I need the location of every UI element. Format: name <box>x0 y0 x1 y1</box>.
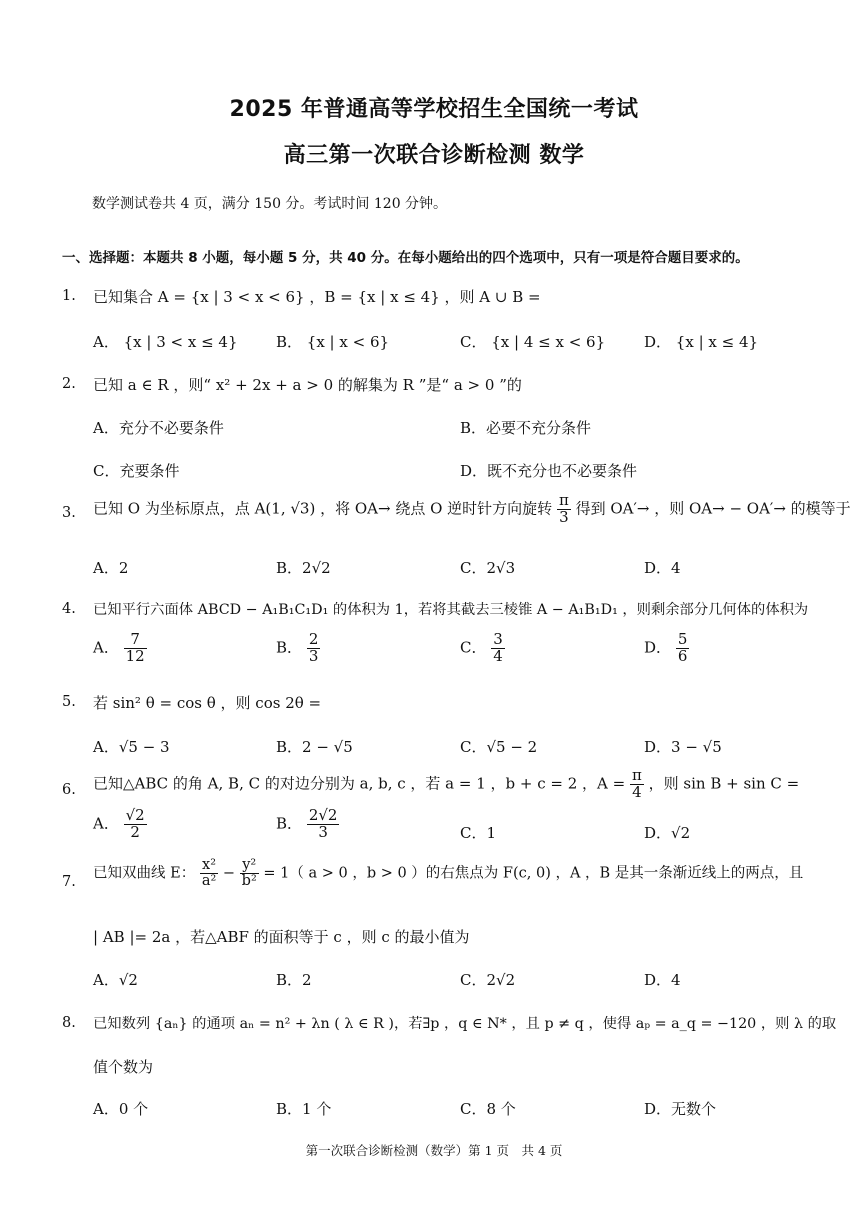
question-stem-continued: 值个数为 <box>93 1058 154 1076</box>
numerator: π <box>632 766 642 784</box>
question-stem <box>93 858 803 889</box>
fraction <box>240 858 259 889</box>
denominator: 3 <box>318 822 328 841</box>
stem-part-a: 已知双曲线 E： <box>93 865 196 882</box>
option-d <box>644 632 689 665</box>
numerator: 7 <box>124 632 147 649</box>
option-c: C．1 <box>460 824 497 842</box>
numerator: x² <box>200 858 218 874</box>
fraction <box>630 768 644 801</box>
question-number: 2. <box>62 376 76 392</box>
option-a <box>93 808 147 841</box>
option-d: D．√2 <box>644 824 691 842</box>
denominator: 3 <box>308 646 319 665</box>
option-d: D．4 <box>644 971 681 989</box>
stem-part-a: 已知△ABC 的角 A, B, C 的对边分别为 a, b, c ，若 a = 1 ，b + c = 2 ，A = <box>93 774 626 793</box>
option-a: A．√5 − 3 <box>93 738 170 756</box>
numerator: 2 <box>308 630 319 648</box>
question-stem: 已知平行六面体 ABCD − A₁B₁C₁D₁ 的体积为 1，若将其截去三棱锥 A − A₁B₁D₁ ，则剩余部分几何体的体积为 <box>93 602 809 618</box>
question-stem <box>93 493 851 526</box>
denominator: a² <box>201 873 217 890</box>
option-c: C．√5 − 2 <box>460 738 538 756</box>
fraction <box>124 632 147 665</box>
numerator: √2 <box>125 806 145 824</box>
fraction <box>676 632 690 665</box>
option-label: C． <box>460 638 487 657</box>
fraction <box>307 808 340 841</box>
denominator: 2 <box>130 822 140 841</box>
question-number: 5. <box>62 694 76 710</box>
option-b: B．必要不充分条件 <box>460 419 592 437</box>
question-stem <box>93 768 799 801</box>
stem-part-a: 已知 O 为坐标原点，点 A(1, √3) ，将 OA→ 绕点 O 逆时针方向旋转 <box>93 499 553 518</box>
option-a: A． {x | 3 < x ≤ 4} <box>93 333 238 351</box>
denominator: 12 <box>125 646 145 665</box>
option-c: C． {x | 4 ≤ x < 6} <box>460 333 606 351</box>
page-footer: 第一次联合诊断检测（数学）第 1 页 共 4 页 <box>305 1143 563 1158</box>
question-number: 7. <box>62 874 76 890</box>
numerator: 3 <box>493 630 503 648</box>
stem-part-b: 得到 OA′→ ，则 OA→ − OA′→ 的模等于 <box>575 499 851 518</box>
option-d: D． {x | x ≤ 4} <box>644 333 759 351</box>
fraction <box>491 632 505 665</box>
numerator: π <box>558 491 569 509</box>
option-c <box>460 632 505 665</box>
stem-part-b: ，则 sin B + sin C = <box>648 774 800 793</box>
option-b <box>276 808 339 841</box>
section-heading: 一、选择题：本题共 8 小题，每小题 5 分，共 40 分。在每小题给出的四个选项中，只有一项是符合题目要求的。 <box>62 250 749 266</box>
option-label: D． <box>644 638 672 657</box>
numerator: 5 <box>677 630 688 648</box>
option-d: D．4 <box>644 559 681 577</box>
option-a <box>93 632 147 665</box>
question-number: 4. <box>62 601 76 617</box>
numerator: y² <box>240 858 259 874</box>
fraction <box>200 858 218 889</box>
exam-intro: 数学测试卷共 4 页，满分 150 分。考试时间 120 分钟。 <box>92 196 448 212</box>
question-stem: 已知集合 A = {x | 3 < x < 6} ，B = {x | x ≤ 4} ，则 A ∪ B = <box>93 288 541 306</box>
denominator: 4 <box>632 782 642 801</box>
option-b: B． {x | x < 6} <box>276 333 390 351</box>
option-d: D．无数个 <box>644 1100 717 1118</box>
option-label: A． <box>93 638 119 657</box>
option-b: B．1 个 <box>276 1100 332 1118</box>
option-label: A． <box>93 814 119 833</box>
question-number: 1. <box>62 288 76 304</box>
option-a: A．充分不必要条件 <box>93 419 224 437</box>
option-c: C．2√3 <box>460 559 516 577</box>
question-stem: 若 sin² θ = cos θ ，则 cos 2θ = <box>93 694 322 712</box>
option-label: B． <box>276 638 303 657</box>
option-a: A．√2 <box>93 971 138 989</box>
option-b: B．2√2 <box>276 559 331 577</box>
option-label: B． <box>276 814 303 833</box>
fraction <box>307 632 321 665</box>
exam-title: 2025 年普通高等学校招生全国统一考试 <box>229 97 639 122</box>
option-d: D．3 − √5 <box>644 738 722 756</box>
option-a: A．2 <box>93 559 129 577</box>
option-b: B．2 − √5 <box>276 738 353 756</box>
question-stem: 已知数列 {aₙ} 的通项 aₙ = n² + λn ( λ ∈ R )，若∃p ，q ∈ N* ，且 p ≠ q ，使得 aₚ = a_q = −120 ，则 λ 的取 <box>93 1016 837 1032</box>
option-d: D．既不充分也不必要条件 <box>460 462 638 480</box>
denominator: 4 <box>493 646 503 665</box>
option-c: C．8 个 <box>460 1100 516 1118</box>
option-b: B．2 <box>276 971 312 989</box>
fraction <box>124 808 147 841</box>
denominator: 6 <box>677 646 688 665</box>
numerator: 2√2 <box>308 806 338 824</box>
denominator: b² <box>241 873 257 890</box>
option-b <box>276 632 320 665</box>
fraction <box>557 493 571 526</box>
question-stem-continued: | AB |= 2a ，若△ABF 的面积等于 c ，则 c 的最小值为 <box>93 928 470 946</box>
denominator: 3 <box>559 507 569 526</box>
option-c: C．充要条件 <box>93 462 180 480</box>
exam-subtitle: 高三第一次联合诊断检测 数学 <box>283 143 585 168</box>
minus-sign: − <box>222 865 236 882</box>
question-number: 8. <box>62 1015 76 1031</box>
option-c: C．2√2 <box>460 971 516 989</box>
question-number: 3. <box>62 505 76 521</box>
stem-part-b: = 1（ a > 0 ，b > 0 ）的右焦点为 F(c, 0) ，A ，B 是其一条渐近线上的两点，且 <box>263 865 804 882</box>
question-number: 6. <box>62 782 76 798</box>
question-stem: 已知 a ∈ R ，则“ x² + 2x + a > 0 的解集为 R ”是“ a > 0 ”的 <box>93 376 522 394</box>
option-a: A．0 个 <box>93 1100 149 1118</box>
